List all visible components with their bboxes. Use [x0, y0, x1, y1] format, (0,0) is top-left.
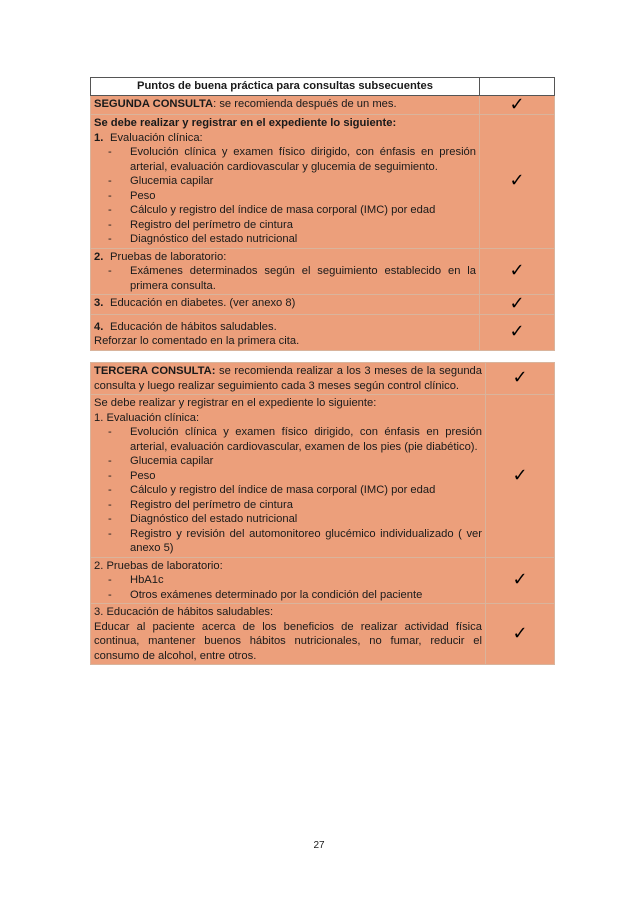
checkmark-icon: ✓: [512, 622, 528, 644]
checkmark-icon: ✓: [509, 93, 525, 115]
list-item: - Evolución clínica y examen físico dirigido, con énfasis en presión arterial, evaluación cardiovascular y glucemia de seguimiento.: [108, 146, 476, 173]
segunda-consulta-title: SEGUNDA CONSULTA: [94, 97, 214, 110]
table-tercera-consulta: [90, 362, 555, 665]
pruebas-laboratorio-block: 2. Pruebas de laboratorio: - HbA1c - Otros exámenes determinado por la condición del paciente: [91, 557, 486, 604]
checkmark-cell: [486, 557, 555, 604]
page-number: 27: [313, 840, 325, 851]
list-item: - Registro y revisión del automonitoreo glucémico individualizado ( ver anexo 5): [108, 527, 482, 554]
checkmark-icon: ✓: [509, 260, 525, 281]
checkmark-icon: ✓: [512, 569, 528, 590]
educacion-diabetes-row: 3. Educación en diabetes. (ver anexo 8): [91, 295, 480, 315]
checkmark-icon: ✓: [509, 320, 525, 342]
list-item: - Otros exámenes determinado por la condición del paciente: [108, 588, 423, 601]
evaluacion-clinica-block: Se debe realizar y registrar en el expediente lo siguiente: 1. Evaluación clínica: - Evolución clínica y examen físico dirigido, con énfasis en presión arterial, evaluación cardiovascular, examen de los pies (pie diabético). - Glucemia capilar - Peso - Cálculo y registro del índice de masa corporal (IMC) por edad - Registro del perímetro de cintura - Diagnóstico del estado nutricional - Registro y revisión del automonitoreo glucémico individualizado ( ver anexo 5): [91, 395, 486, 558]
list-item: - Registro del perímetro de cintura: [108, 218, 293, 231]
table-header: Puntos de buena práctica para consultas subsecuentes: [91, 78, 480, 96]
table-segunda-consulta: [90, 77, 555, 351]
checkmark-cell: [480, 295, 555, 315]
list-item: 1. Evaluación clínica:: [94, 131, 203, 144]
checkmark-cell: [480, 115, 555, 249]
pruebas-laboratorio-block: [91, 248, 480, 295]
checkmark-icon: ✓: [512, 464, 528, 486]
checkmark-icon: ✓: [512, 367, 528, 389]
segunda-consulta-row: [91, 95, 480, 115]
checkmark-cell: [480, 248, 555, 295]
intro-text: Se debe realizar y registrar en el expediente lo siguiente:: [94, 117, 397, 129]
checkmark-cell: [486, 395, 555, 558]
list-item: - HbA1c: [108, 574, 164, 586]
list-item: - Evolución clínica y examen físico dirigido, con énfasis en presión arterial, evaluación cardiovascular, examen de los pies (pie diabético).: [108, 426, 482, 453]
list-item: - Diagnóstico del estado nutricional: [108, 233, 298, 245]
tercera-consulta-row: [91, 363, 486, 395]
list-item: - Peso: [108, 189, 156, 202]
checkmark-cell: [486, 604, 555, 665]
tercera-consulta-text: se recomienda realizar a los 3 meses de la segunda consulta y luego realizar seguimiento cada 3 meses según control clínico.: [94, 365, 482, 392]
habitos-saludables-block: 3. Educación de hábitos saludables: Educar al paciente acerca de los beneficios de realizar actividad física continua, mantener buenos hábitos nutricionales, no fumar, reducir el consumo de alcohol, entre otros.: [91, 604, 486, 665]
list-item: - Cálculo y registro del índice de masa corporal (IMC) por edad: [108, 204, 436, 216]
list-item: - Exámenes determinados según el seguimiento establecido en la primera consulta.: [108, 265, 476, 292]
checkmark-cell: [486, 363, 555, 395]
list-item: - Cálculo y registro del índice de masa corporal (IMC) por edad: [108, 484, 436, 496]
tercera-consulta-title: TERCERA CONSULTA:: [94, 365, 216, 377]
checkmark-icon: ✓: [509, 170, 525, 191]
intro-text: Se debe realizar y registrar en el expediente lo siguiente:: [94, 397, 377, 409]
checkmark-cell: [480, 314, 555, 350]
evaluacion-clinica-block: [91, 115, 480, 249]
list-item: - Glucemia capilar: [108, 455, 214, 467]
list-item: - Peso: [108, 469, 156, 482]
segunda-consulta-text: : se recomienda después de un mes.: [213, 97, 397, 110]
list-item: - Registro del perímetro de cintura: [108, 498, 293, 511]
list-item: - Glucemia capilar: [108, 175, 214, 187]
checkmark-cell: [480, 95, 555, 115]
list-item: - Diagnóstico del estado nutricional: [108, 513, 298, 525]
list-item: 2. Pruebas de laboratorio:: [94, 250, 227, 263]
checkmark-icon: ✓: [509, 293, 525, 314]
header-empty-cell: [480, 78, 555, 96]
habitos-saludables-block: 4. Educación de hábitos saludables. Reforzar lo comentado en la primera cita.: [91, 314, 480, 350]
